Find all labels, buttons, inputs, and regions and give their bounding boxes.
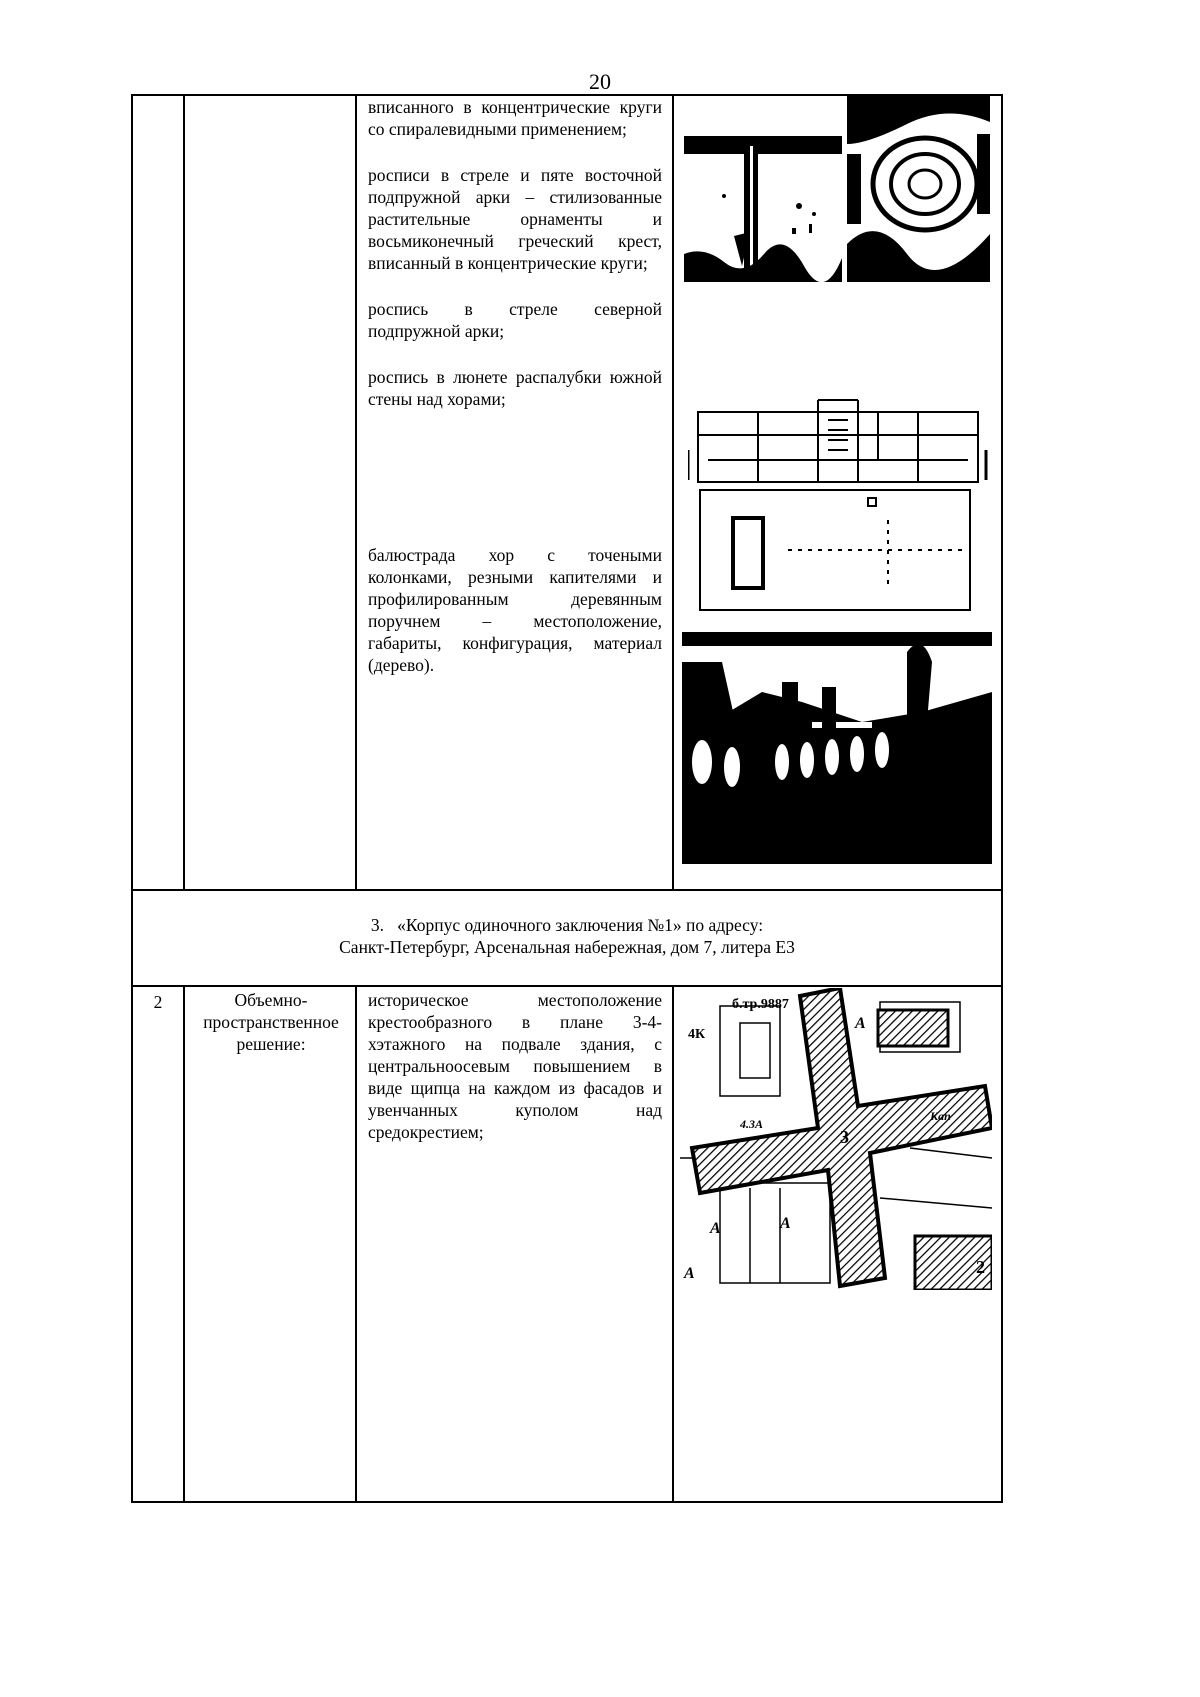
col-line-3 <box>672 94 674 890</box>
col-line-2b <box>355 985 357 1502</box>
section-line-bottom <box>131 985 1003 987</box>
paragraph-balustrade: балюстрада хор с точеными колонками, резными капителями и профилированным деревянным поручнем – местоположение, габариты, конфигурация, материал (дерево). <box>368 545 662 675</box>
map-label-corner: 2 <box>976 1257 985 1277</box>
map-label-kap: Кап <box>930 1109 951 1123</box>
dome-painting-photo <box>847 94 990 282</box>
map-label-letter-4: А <box>684 1265 695 1282</box>
section-line-top <box>131 889 1003 891</box>
col-line-1 <box>183 94 185 890</box>
table-border-right <box>1001 94 1003 1503</box>
col-line-1b <box>183 985 185 1502</box>
map-label-letter-3: А <box>780 1215 791 1232</box>
paragraph-south-wall: роспись в люнете распалубки южной стены над хорами; <box>368 367 662 409</box>
row2-number: 2 <box>153 992 163 1012</box>
map-label-top: б.тр.9887 <box>732 997 789 1012</box>
arch-painting-photo <box>684 136 842 282</box>
row2-description: историческое местоположение крестообразного в плане 3-4-хэтажного на подвале здания, с центральноосевым повышением в виде щипца на каждом из фасадов и увенчанных куполом над средокрестием; <box>368 990 662 1142</box>
map-label-43: 4.3А <box>740 1117 764 1131</box>
section-number: 3. <box>370 915 385 935</box>
table-border-bottom <box>131 1501 1003 1503</box>
row2-name: Объемно-пространственное решение: <box>203 990 339 1054</box>
page-number: 20 <box>589 69 611 94</box>
site-map <box>680 988 992 1290</box>
map-label-letter-2: А <box>710 1220 721 1237</box>
map-label-4k: 4К <box>688 1027 706 1042</box>
map-label-letter-1: А <box>855 1015 866 1032</box>
row1-description <box>368 96 662 434</box>
paragraph-east-arch: росписи в стреле и пяте восточной подпружной арки – стилизованные растительные орнаменты и восьмиконечный греческий крест, вписанный в концентрические круги; <box>368 165 662 273</box>
table-border-left <box>131 94 133 1503</box>
col-line-2 <box>355 94 357 890</box>
map-label-main: 3 <box>840 1127 849 1147</box>
floor-plan-drawing <box>688 390 988 624</box>
section-heading <box>133 914 1001 958</box>
paragraph-north-arch: роспись в стреле северной подпружной арки; <box>368 299 662 341</box>
section-title: «Корпус одиночного заключения №1» по адресу: <box>397 915 764 935</box>
section-title-line <box>133 914 1001 936</box>
section-address: Санкт-Петербург, Арсенальная набережная, дом 7, литера Е3 <box>339 937 795 957</box>
paragraph-ornament: вписанного в концентрические круги со спиралевидными применением; <box>368 97 662 139</box>
col-line-3b <box>672 985 674 1502</box>
balustrade-photo <box>682 632 992 864</box>
